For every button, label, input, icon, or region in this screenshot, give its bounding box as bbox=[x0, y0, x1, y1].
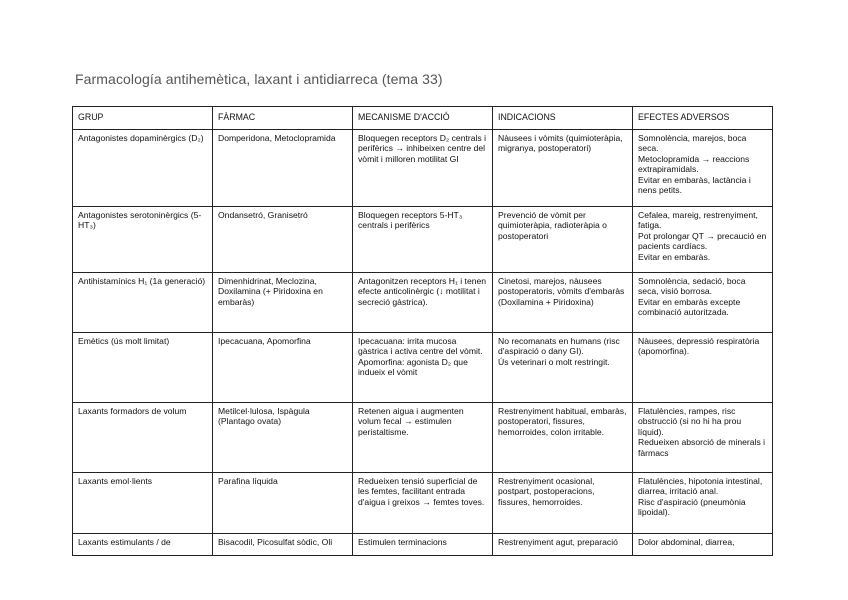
cell-farmac bbox=[213, 273, 353, 333]
cell-mecanisme bbox=[353, 130, 493, 207]
cell-text: Somnolència, marejos, boca seca. bbox=[638, 133, 747, 154]
cell-text: Apomorfina: agonista D₂ que indueix el vòmit bbox=[358, 356, 468, 378]
pharmacology-table bbox=[72, 106, 773, 556]
cell-text: Ondansetró, Granisetró bbox=[218, 210, 308, 220]
cell-text: Dolor abdominal, diarrea, bbox=[638, 537, 735, 547]
cell-farmac bbox=[213, 207, 353, 273]
table-row bbox=[73, 473, 773, 534]
cell-text: Laxants estimulants / de bbox=[78, 537, 171, 547]
header-indicacions: INDICACIONS bbox=[493, 107, 633, 130]
cell-text: Cinetosi, marejos, nàusees postoperatoris, vòmits d'embaràs (Doxilamina + Piridoxina) bbox=[498, 276, 625, 307]
cell-text: Flatulències, rampes, risc obstrucció (si no hi ha prou líquid). bbox=[638, 406, 742, 437]
table-row bbox=[73, 403, 773, 473]
cell-indicacions bbox=[493, 207, 633, 273]
table-row bbox=[73, 273, 773, 333]
cell-text: Retenen aigua i augmenten volum fecal → estimulen peristaltisme. bbox=[358, 406, 464, 437]
cell-text: Laxants emol·lients bbox=[78, 476, 153, 486]
cell-text: Antagonistes dopaminèrgics (D₂) bbox=[78, 133, 204, 143]
cell-indicacions bbox=[493, 473, 633, 534]
cell-text: Emètics (ús molt limitat) bbox=[78, 336, 170, 346]
cell-text: Prevenció de vòmit per quimioteràpia, radioteràpia o postoperatori bbox=[498, 210, 607, 241]
cell-text: Bloquegen receptors D₂ centrals i perifèrics → inhibeixen centre del vòmit i milloren motilitat GI bbox=[358, 133, 487, 164]
header-grup: GRUP bbox=[73, 107, 213, 130]
cell-grup bbox=[73, 333, 213, 403]
cell-text: Flatulències, hipotonia intestinal, diarrea, irritació anal. bbox=[638, 476, 763, 497]
cell-grup bbox=[73, 130, 213, 207]
cell-text: Nàusees, depressió respiratòria (apomorfina). bbox=[638, 336, 760, 357]
cell-text: Redueixen tensió superficial de les femtes, facilitant entrada d'aigua i greixos → femtes toves. bbox=[358, 476, 485, 507]
cell-indicacions bbox=[493, 130, 633, 207]
cell-text: Ipecacuana: irrita mucosa gàstrica i activa centre del vòmit. bbox=[358, 336, 483, 357]
cell-text: Metoclopramida → reaccions extrapiramidals. bbox=[638, 153, 750, 175]
document-title: Farmacología antihemètica, laxant i antidiarreca (tema 33) bbox=[75, 71, 443, 87]
cell-text: Parafina líquida bbox=[218, 476, 278, 486]
cell-indicacions bbox=[493, 403, 633, 473]
cell-efectes bbox=[633, 207, 773, 273]
cell-text: Antihistamínics H₁ (1a generació) bbox=[78, 276, 206, 286]
cell-text: Evitar en embaràs excepte combinació autoritzada. bbox=[638, 296, 741, 318]
cell-text: Cefalea, mareig, restrenyiment, fatiga. bbox=[638, 210, 758, 231]
cell-grup bbox=[73, 534, 213, 556]
header-row bbox=[73, 107, 773, 130]
cell-farmac bbox=[213, 333, 353, 403]
header-mecanisme: MECANISME D'ACCIÓ bbox=[353, 107, 493, 130]
cell-efectes bbox=[633, 534, 773, 556]
cell-grup bbox=[73, 273, 213, 333]
cell-grup bbox=[73, 403, 213, 473]
cell-mecanisme bbox=[353, 333, 493, 403]
table-body bbox=[73, 130, 773, 556]
cell-text: Laxants formadors de volum bbox=[78, 406, 187, 416]
cell-farmac bbox=[213, 534, 353, 556]
cell-efectes bbox=[633, 403, 773, 473]
cell-text: Antagonistes serotoninèrgics (5-HT₃) bbox=[78, 210, 202, 231]
cell-text: Evitar en embaràs. bbox=[638, 251, 711, 262]
cell-farmac bbox=[213, 403, 353, 473]
cell-efectes bbox=[633, 473, 773, 534]
cell-text: Restrenyiment agut, preparació bbox=[498, 537, 618, 547]
cell-efectes bbox=[633, 130, 773, 207]
cell-mecanisme bbox=[353, 473, 493, 534]
cell-mecanisme bbox=[353, 273, 493, 333]
cell-text: No recomanats en humans (risc d'aspiració o dany GI). bbox=[498, 336, 620, 357]
cell-mecanisme bbox=[353, 207, 493, 273]
cell-text: Dimenhidrinat, Meclozina, Doxilamina (+ Piridoxina en embaràs) bbox=[218, 276, 323, 307]
cell-text: Evitar en embaràs, lactància i nens petits. bbox=[638, 174, 751, 196]
cell-text: Domperidona, Metoclopramida bbox=[218, 133, 336, 143]
table-row bbox=[73, 207, 773, 273]
cell-text: Restrenyiment ocasional, postpart, postoperacions, fissures, hemorroides. bbox=[498, 476, 595, 507]
cell-text: Bisacodil, Picosulfat sòdic, Oli bbox=[218, 537, 333, 547]
cell-text: Bloquegen receptors 5-HT₃ centrals i perifèrics bbox=[358, 210, 463, 231]
cell-text: Restrenyiment habitual, embaràs, postoperatori, fissures, hemorroides, colon irritable. bbox=[498, 406, 627, 437]
cell-text: Somnolència, sedació, boca seca, visió borrosa. bbox=[638, 276, 746, 297]
header-farmac: FÀRMAC bbox=[213, 107, 353, 130]
cell-text: Risc d'aspiració (pneumònia lipoidal). bbox=[638, 496, 746, 518]
table-row bbox=[73, 130, 773, 207]
cell-text: Ús veterinari o molt restringit. bbox=[498, 356, 610, 367]
header-efectes: EFECTES ADVERSOS bbox=[633, 107, 773, 130]
table-row bbox=[73, 534, 773, 556]
cell-efectes bbox=[633, 273, 773, 333]
cell-text: Redueixen absorció de minerals i fàrmacs bbox=[638, 437, 766, 458]
cell-indicacions bbox=[493, 534, 633, 556]
cell-farmac bbox=[213, 473, 353, 534]
cell-text: Ipecacuana, Apomorfina bbox=[218, 336, 311, 346]
cell-efectes bbox=[633, 333, 773, 403]
cell-indicacions bbox=[493, 273, 633, 333]
cell-text: Nàusees i vòmits (quimioteràpia, migranya, postoperatori) bbox=[498, 133, 623, 154]
cell-mecanisme bbox=[353, 534, 493, 556]
cell-indicacions bbox=[493, 333, 633, 403]
cell-mecanisme bbox=[353, 403, 493, 473]
cell-grup bbox=[73, 473, 213, 534]
cell-text: Antagonitzen receptors H₁ i tenen efecte anticolinèrgic (↓ motilitat i secreció gàstrica). bbox=[358, 276, 487, 307]
cell-text: Pot prolongar QT → precaució en pacients cardíacs. bbox=[638, 230, 767, 252]
cell-grup bbox=[73, 207, 213, 273]
table-row bbox=[73, 333, 773, 403]
cell-text: Estimulen terminacions bbox=[358, 537, 447, 547]
cell-farmac bbox=[213, 130, 353, 207]
cell-text: Metilcel·lulosa, Ispàgula (Plantago ovata) bbox=[218, 406, 310, 427]
